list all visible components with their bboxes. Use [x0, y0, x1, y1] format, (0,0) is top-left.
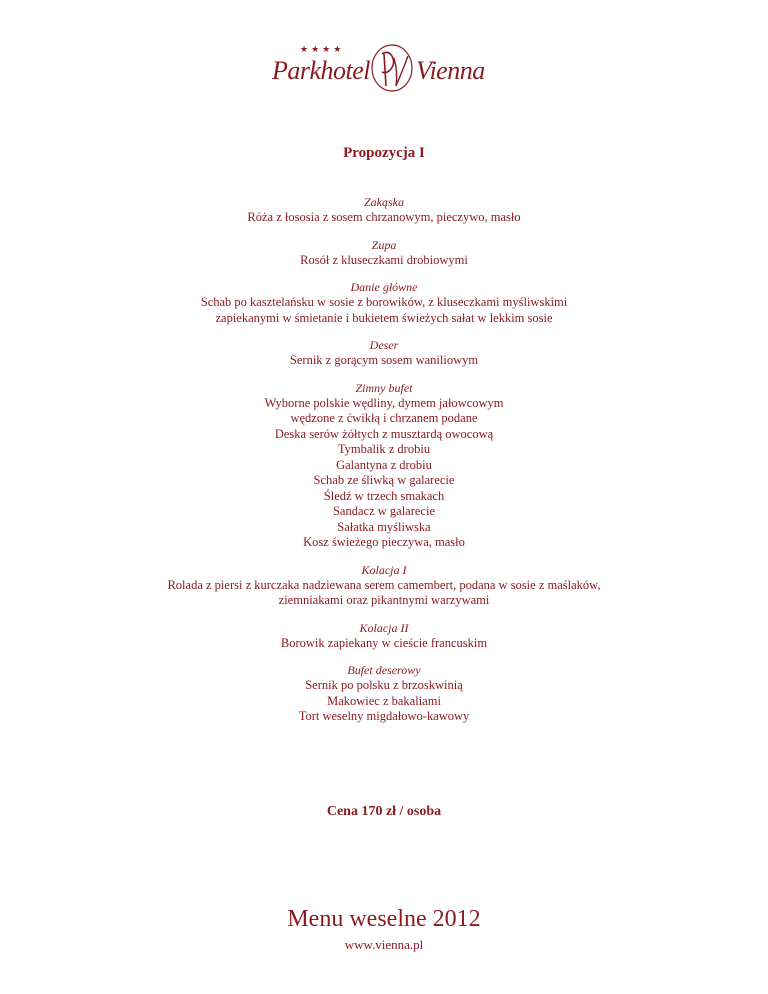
section-label: Deser — [369, 338, 399, 352]
logo-monogram-icon — [368, 42, 416, 94]
section-label: Zakąska — [364, 195, 404, 209]
logo-stars: ★★★★ — [300, 44, 345, 54]
menu-section — [0, 381, 768, 551]
section-label: Zimny bufet — [355, 380, 413, 395]
menu-section — [0, 238, 768, 269]
menu-section — [0, 663, 768, 725]
logo-text-parkhotel: Parkhotel — [272, 56, 371, 85]
menu-item: Galantyna z drobiu — [336, 457, 432, 472]
menu-item: Sernik z gorącym sosem waniliowym — [289, 353, 479, 367]
footer-url[interactable]: www.vienna.pl — [344, 937, 424, 952]
menu-section — [0, 338, 768, 369]
menu-item: Makowiec z bakaliami — [327, 693, 441, 708]
menu-section — [0, 195, 768, 226]
footer-title: Menu weselne 2012 — [287, 906, 481, 932]
menu-item: Sandacz w galarecie — [332, 504, 436, 518]
menu-item: Deska serów żółtych z musztardą owocową — [274, 426, 494, 441]
section-label: Danie główne — [350, 280, 418, 294]
section-label: Kolacja II — [359, 620, 409, 635]
menu-item: Kosz świeżego pieczywa, masło — [303, 535, 465, 549]
logo-text-vienna: Vienna — [416, 56, 485, 85]
menu-item: zapiekanymi w śmietanie i bukietem świeżych sałat w lekkim sosie — [215, 310, 553, 325]
hotel-logo — [0, 40, 768, 100]
menu-sections — [0, 195, 768, 737]
section-label: Bufet deserowy — [347, 663, 421, 677]
menu-item: ziemniakami oraz pikantnymi warzywami — [278, 593, 490, 607]
menu-item: Schab po kasztelańsku w sosie z borowików, z kluseczkami myśliwskimi — [200, 295, 568, 309]
menu-item: Rolada z piersi z kurczaka nadziewana serem camembert, podana w sosie z maślaków, — [167, 577, 601, 592]
menu-section — [0, 280, 768, 326]
menu-item: Schab ze śliwką w galarecie — [313, 473, 455, 487]
menu-item: Tymbalik z drobiu — [337, 442, 431, 456]
menu-item: Tort weselny migdałowo-kawowy — [298, 709, 470, 723]
menu-item: Sernik po polsku z brzoskwinią — [305, 678, 463, 692]
menu-item: Sałatka myśliwska — [337, 519, 431, 534]
menu-item: wędzone z ćwikłą i chrzanem podane — [290, 411, 478, 425]
menu-item: Rosół z kluseczkami drobiowymi — [300, 252, 468, 267]
menu-item: Wyborne polskie wędliny, dymem jałowcowym — [264, 395, 504, 410]
menu-item: Śledź w trzech smakach — [323, 488, 445, 503]
proposal-title: Propozycja I — [343, 145, 425, 161]
section-label: Kolacja I — [361, 562, 407, 577]
menu-item: Borowik zapiekany w cieście francuskim — [280, 635, 488, 650]
price-text: Cena 170 zł / osoba — [326, 804, 442, 819]
section-label: Zupa — [371, 237, 397, 252]
menu-section — [0, 563, 768, 609]
menu-section — [0, 621, 768, 652]
menu-item: Róża z łososia z sosem chrzanowym, pieczywo, masło — [247, 210, 521, 224]
